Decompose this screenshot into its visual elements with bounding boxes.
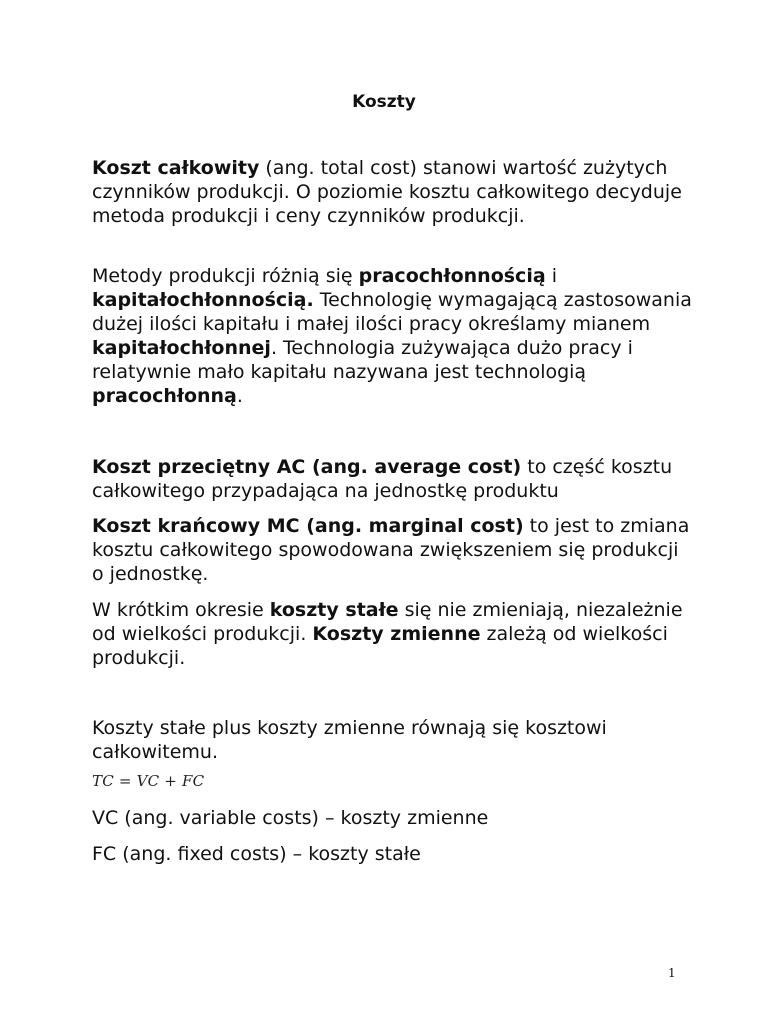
text-span: się nie zmieniają, niezależnie od wielkości produkcji. [92,599,683,645]
definition-variable-costs: VC (ang. variable costs) – koszty zmienne [92,807,489,829]
text-span: (ang. total cost) stanowi wartość zużytych czynników produkcji. O poziomie kosztu całkowitego decyduje metoda produkcji i ceny czynników produkcji. [92,157,682,227]
term-average-cost: Koszt przeciętny AC (ang. average cost) [92,456,522,478]
term-total-cost: Koszt całkowity [92,157,260,179]
paragraph-total-cost [92,156,692,228]
term-variable-costs: Koszty zmienne [312,623,481,645]
text-span: to jest to zmiana kosztu całkowitego spowodowana zwiększeniem się produkcji o jednostkę. [92,515,690,585]
term-labor-intensive: pracochłonną [92,385,237,407]
paragraph-short-run [92,598,692,670]
text-span: to część kosztu całkowitego przypadająca na jednostkę produktu [92,456,673,502]
paragraph-marginal-cost [92,514,692,586]
definition-fixed-costs: FC (ang. fixed costs) – koszty stałe [92,843,421,865]
term-fixed-costs: koszty stałe [269,599,399,621]
text-span: W krótkim okresie [92,599,270,621]
page-title: Koszty [352,92,416,112]
page-number: 1 [668,966,676,980]
paragraph-production-methods [92,264,692,408]
text-span: Technologię wymagającą zastosowania dużej ilości kapitału i małej ilości pracy określamy mianem [92,289,692,335]
paragraph-average-cost [92,455,692,503]
text-span: . Technologia zużywająca dużo pracy i relatywnie mało kapitału nazywana jest technologią [92,337,633,383]
text-span: i [545,265,557,287]
text-span: Metody produkcji różnią się [92,265,359,287]
term-labor-intensity: pracochłonnością [358,265,546,287]
paragraph-cost-sum: Koszty stałe plus koszty zmienne równają się kosztowi całkowitemu. [92,717,607,763]
text-span: . [236,385,243,407]
term-capital-intensive: kapitałochłonnej [92,337,271,359]
term-capital-intensity: kapitałochłonnością. [92,289,314,311]
formula-total-cost: TC = VC + FC [92,772,205,790]
text-span: zależą od wielkości produkcji. [92,623,668,669]
term-marginal-cost: Koszt krańcowy MC (ang. marginal cost) [92,515,524,537]
